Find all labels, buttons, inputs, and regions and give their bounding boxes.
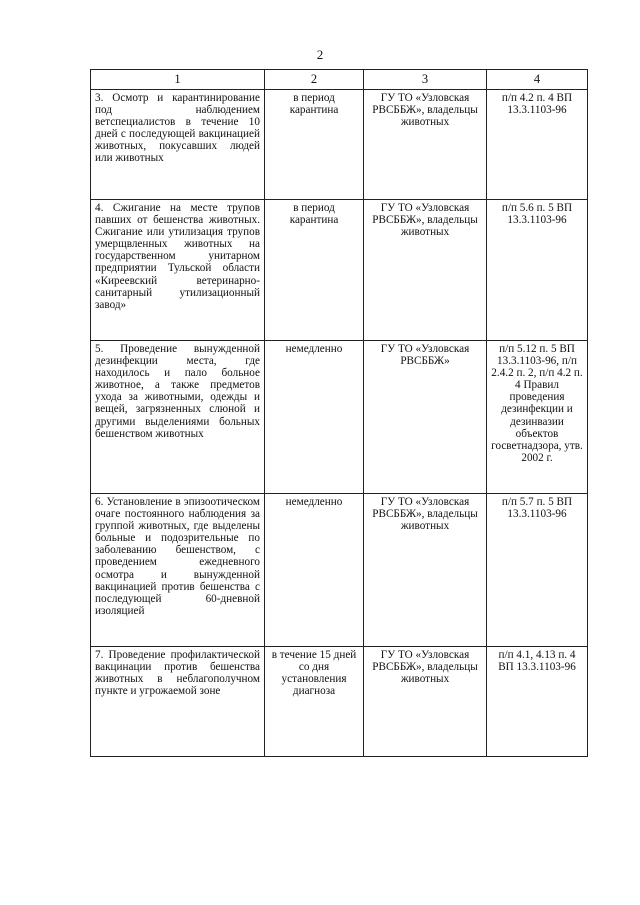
basis-cell: п/п 5.12 п. 5 ВП 13.3.1103-96, п/п 2.4.2 п. 2, п/п 4.2 п. 4 Правил проведения дезинфекции и дезинвазии объектов госветнадзора, утв. 2002 г. xyxy=(487,341,588,494)
executor-cell: ГУ ТО «Узловская РВСББЖ» xyxy=(364,341,487,494)
executor-cell: ГУ ТО «Узловская РВСББЖ», владельцы животных xyxy=(364,90,487,200)
executor-cell: ГУ ТО «Узловская РВСББЖ», владельцы животных xyxy=(364,200,487,341)
measure-cell: 6. Установление в эпизоотическом очаге постоянного наблюдения за группой животных, где выделены больные и подозрительные по заболеванию бешенством, с проведением ежедневного осмотра и вынужденной вакцинацией против бешенства с последующей 60-дневной изоляцией xyxy=(91,494,265,647)
column-header: 2 xyxy=(265,70,364,90)
measure-cell: 3. Осмотр и карантинирование под наблюдением ветспециалистов в течение 10 дней с последующей вакцинацией животных, покусавших людей или животных xyxy=(91,90,265,200)
basis-cell: п/п 4.1, 4.13 п. 4 ВП 13.3.1103-96 xyxy=(487,647,588,757)
table-row xyxy=(91,647,588,757)
executor-cell: ГУ ТО «Узловская РВСББЖ», владельцы животных xyxy=(364,647,487,757)
measure-cell: 4. Сжигание на месте трупов павших от бешенства животных. Сжигание или утилизация трупов умерщвленных животных на государственном унитарном предприятии Тульской области «Киреевский ветеринарно-санитарный утилизационный завод» xyxy=(91,200,265,341)
term-cell: в период карантина xyxy=(265,200,364,341)
table-row xyxy=(91,341,588,494)
measure-cell: 7. Проведение профилактической вакцинации против бешенства животных в неблагополучном пункте и угрожаемой зоне xyxy=(91,647,265,757)
basis-cell: п/п 5.6 п. 5 ВП 13.3.1103-96 xyxy=(487,200,588,341)
column-header: 1 xyxy=(91,70,265,90)
term-cell: немедленно xyxy=(265,341,364,494)
term-cell: в течение 15 дней со дня установления диагноза xyxy=(265,647,364,757)
page-number: 2 xyxy=(316,47,324,62)
basis-cell: п/п 5.7 п. 5 ВП 13.3.1103-96 xyxy=(487,494,588,647)
column-header: 3 xyxy=(364,70,487,90)
term-cell: в период карантина xyxy=(265,90,364,200)
table-row xyxy=(91,90,588,200)
column-header: 4 xyxy=(487,70,588,90)
table-header-row xyxy=(91,70,588,90)
measures-table xyxy=(90,69,588,757)
table-row xyxy=(91,494,588,647)
executor-cell: ГУ ТО «Узловская РВСББЖ», владельцы животных xyxy=(364,494,487,647)
measure-cell: 5. Проведение вынужденной дезинфекции места, где находилось и пало больное животное, а также предметов ухода за животными, одежды и вещей, загрязненных слюной и другими выделениями больных бешенством животных xyxy=(91,341,265,494)
basis-cell: п/п 4.2 п. 4 ВП 13.3.1103-96 xyxy=(487,90,588,200)
term-cell: немедленно xyxy=(265,494,364,647)
table-row xyxy=(91,200,588,341)
